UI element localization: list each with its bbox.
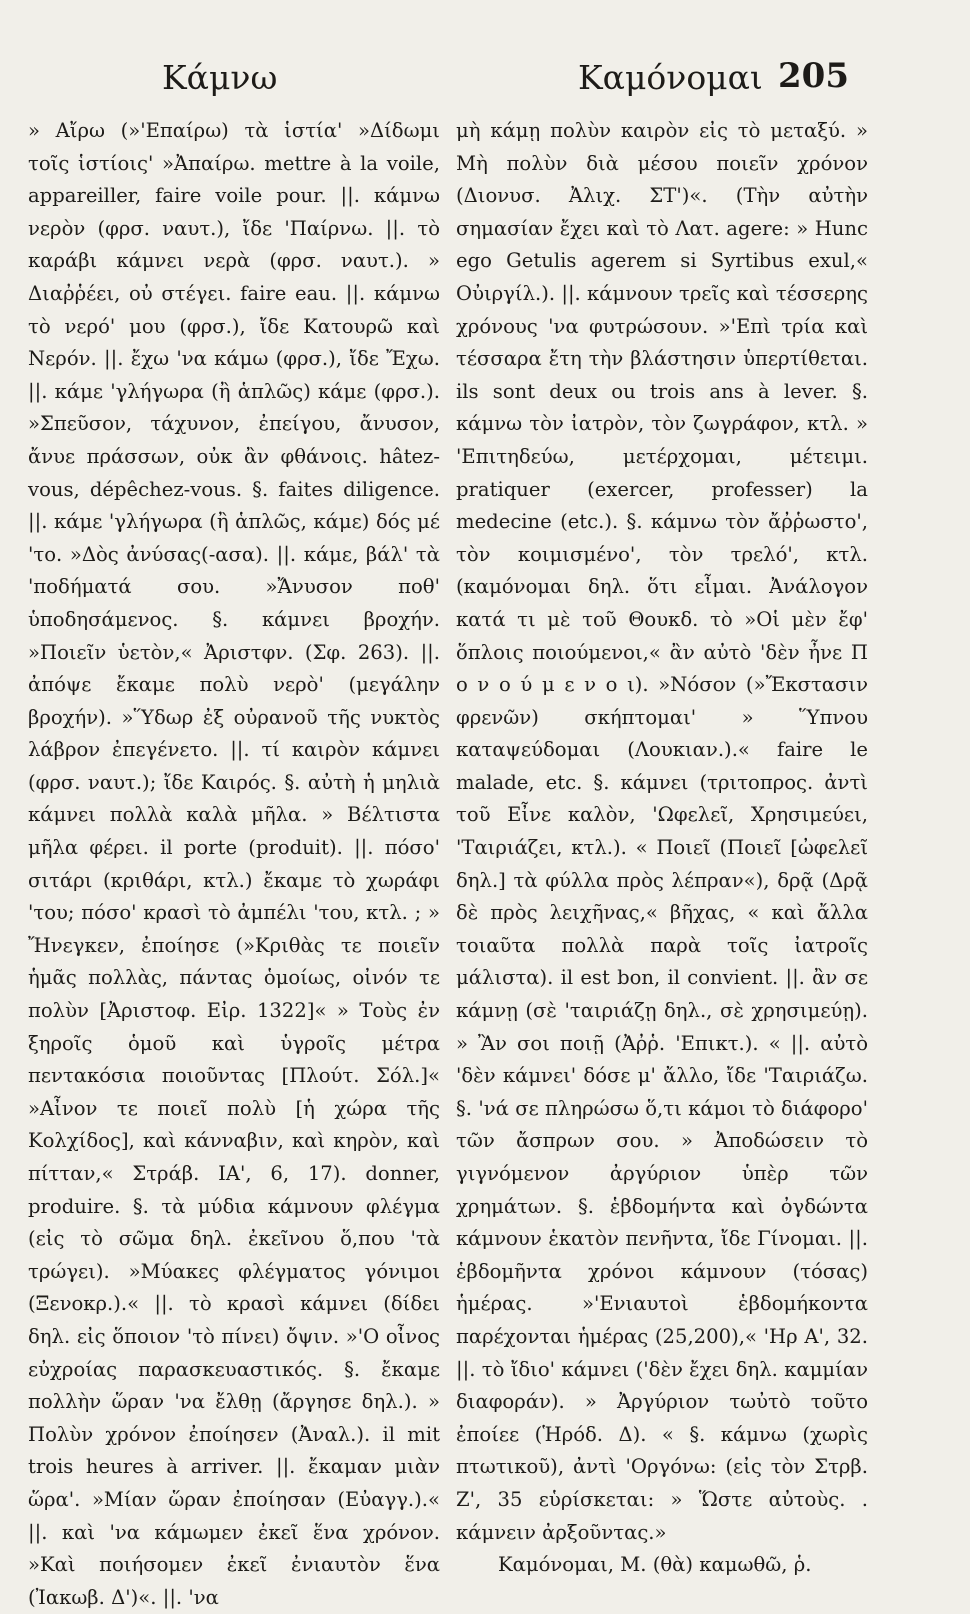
header-right-guide-word: Καμόνομαι xyxy=(578,58,763,97)
left-column xyxy=(28,115,440,1614)
header-left-guide-word: Κάμνω xyxy=(162,58,278,97)
right-column-text: μὴ κάμῃ πολὺν καιρὸν εἰς τὸ μεταξύ. » Μὴ πολὺν διὰ μέσου ποιεῖν χρόνον (Διονυσ. Ἀλιχ. ΣΤ')«. (Τὴν αὐτὴν σημασίαν ἔχει καὶ τὸ Λατ. agere: » Hunc ego Getulis agerem si Syrtibus exul,« Οὐιργίλ.). ||. κάμνουν τρεῖς καὶ τέσσερης χρόνους 'να φυτρώσουν. »'Επὶ τρία καὶ τέσσαρα ἔτη τὴν βλάστησιν ὑπερτίθεται. ils sont deux ou trois ans à lever. §. κάμνω τὸν ἰατρὸν, τὸν ζωγράφον, κτλ. » 'Επιτηδεύω, μετέρχομαι, μέτειμι. pratiquer (exercer, professer) la medecine (etc.). §. κάμνω τὸν ἄῤῥωστο', τὸν κοιμισμένο', τὸν τρελό', κτλ. (καμόνομαι δηλ. ὅτι εἶμαι. Ἀνάλογον κατά τι μὲ τοῦ Θουκδ. τὸ »Οἱ μὲν ἔφ' ὅπλοις ποιούμενοι,« ἂν αὐτὸ 'δὲν ἦνε Π ο ν ο ύ μ ε ν ο ι). »Νόσον (»Ἔκστασιν φρενῶν) σκήπτομαι' » Ὕπνου καταψεύδομαι (Λουκιαν.).« faire le malade, etc. §. κάμνει (τριτοπρος. ἀντὶ τοῦ Εἶνε καλὸν, 'Ωφελεῖ, Χρησιμεύει, 'Ταιριάζει, κτλ.). « Ποιεῖ (Ποιεῖ [ὠφελεῖ δηλ.] τὰ φύλλα πρὸς λέπραν«), δρᾷ (Δρᾷ δὲ πρὸς λειχῆνας,« βῆχας, « καὶ ἄλλα τοιαῦτα πολλὰ παρὰ τοῖς ἰατροῖς μάλιστα). il est bon, il convient. ||. ἂν σε κάμνῃ (σὲ 'ταιριάζῃ δηλ., σὲ χρησιμεύῃ). » Ἂν σοι ποιῇ (Ἀῤῥ. 'Επικτ.). « ||. αὐτὸ 'δὲν κάμνει' δόσε μ' ἄλλο, ἴδε 'Ταιριάζω. §. 'νά σε πληρώσω ὅ,τι κάμοι τὸ διάφορο' τῶν ἄσπρων σου. » Ἀποδώσειν τὸ γιγνόμενον ἀργύριον ὑπὲρ τῶν χρημάτων. §. ἑβδομήντα καὶ ὀγδώντα κάμνουν ἑκατὸν πενῆντα, ἴδε Γίνομαι. ||. ἑβδομῆντα χρόνοι κάμνουν (τόσας) ἡμέρας. »'Ενιαυτοὶ ἑβδομήκοντα παρέχονται ἡμέρας (25,200),« 'Ηρ Α', 32. ||. τὸ ἴδιο' κάμνει ('δὲν ἔχει δηλ. καμμίαν διαφοράν). » Ἀργύριον τωὐτὸ τοῦτο ἐποίεε (Ἡρόδ. Δ). « §. κάμνω (χωρὶς πτωτικοῦ), ἀντὶ 'Οργόνω: (εἰς τὸν Στρβ. Ζ', 35 εὑρίσκεται: » Ὥστε αὐτοὺς. . κάμνειν ἀρξοῦντας.» xyxy=(456,119,868,1544)
page-number: 205 xyxy=(778,56,849,96)
headword-entry: Καμόνομαι, Μ. (θὰ) καμωθῶ, ῥ. xyxy=(498,1553,812,1577)
right-column xyxy=(456,115,868,1582)
left-column-text: » Αἴρω (»'Επαίρω) τὰ ἱστία' »Δίδωμι τοῖς ἱστίοις' »Ἀπαίρω. mettre à la voile, appareiller, faire voile pour. ||. κάμνω νερὸν (φρσ. ναυτ.), ἴδε 'Παίρνω. ||. τὸ καράβι κάμνει νερὰ (φρσ. ναυτ.). » Διαῤῥέει, οὐ στέγει. faire eau. ||. κάμνω τὸ νερό' μου (φρσ.), ἴδε Κατουρῶ καὶ Νερόν. ||. ἔχω 'να κάμω (φρσ.), ἴδε Ἔχω. ||. κάμε 'γλήγωρα (ἢ ἁπλῶς) κάμε (φρσ.). »Σπεῦσον, τάχυνον, ἐπείγου, ἄνυσον, ἄνυε πράσσων, οὐκ ἂν φθάνοις. hâtez-vous, dépêchez-vous. §. faites diligence. ||. κάμε 'γλήγωρα (ἢ ἁπλῶς, κάμε) δός μέ 'το. »Δὸς ἀνύσας(-ασα). ||. κάμε, βάλ' τὰ 'ποδήματά σου. »Ἄνυσον ποθ' ὑποδησάμενος. §. κάμνει βροχήν. »Ποιεῖν ὑετὸν,« Ἀριστφν. (Σφ. 263). ||. ἀπόψε ἔκαμε πολὺ νερὸ' (μεγάλην βροχήν). »Ὕδωρ ἐξ οὐρανοῦ τῆς νυκτὸς λάβρον ἐπεγένετο. ||. τί καιρὸν κάμνει (φρσ. ναυτ.); ἴδε Καιρός. §. αὐτὴ ἡ μηλιὰ κάμνει πολλὰ καλὰ μῆλα. » Βέλτιστα μῆλα φέρει. il porte (produit). ||. πόσο' σιτάρι (κριθάρι, κτλ.) ἔκαμε τὸ χωράφι 'του; πόσο' κρασὶ τὸ ἀμπέλι 'του, κτλ. ; » Ἤνεγκεν, ἐποίησε (»Κριθὰς τε ποιεῖν ἡμᾶς πολλὰς, πάντας ὁμοίως, οἰνόν τε πολὺν [Ἀριστοφ. Εἰρ. 1322]« » Τοὺς ἐν ξηροῖς ὁμοῦ καὶ ὑγροῖς μέτρα πεντακόσια ποιοῦντας [Πλούτ. Σόλ.]« »Αἶνον τε ποιεῖ πολὺ [ἡ χώρα τῆς Κολχίδος], καὶ κάνναβιν, καὶ κηρὸν, καὶ πίτταν,« Στράβ. ΙΑ', 6, 17). donner, produire. §. τὰ μύδια κάμνουν φλέγμα (εἰς τὸ σῶμα δηλ. ἐκεῖνου ὅ,που 'τὰ τρώγει). »Μύακες φλέγματος γόνιμοι (Ξενοκρ.).« ||. τὸ κρασὶ κάμνει (δίδει δηλ. εἰς ὅποιον 'τὸ πίνει) ὄψιν. »'Ο οἶνος εὐχροίας παρασκευαστικός. §. ἔκαμε πολλὴν ὥραν 'να ἔλθῃ (ἄργησε δηλ.). » Πολὺν χρόνον ἐποίησεν (Ἀναλ.). il mit trois heures à arriver. ||. ἔκαμαν μιὰν ὥρα'. »Μίαν ὥραν ἐποίησαν (Εὐαγγ.).« ||. καὶ 'να κάμωμεν ἐκεῖ ἕνα χρόνον. »Καὶ ποιήσομεν ἐκεῖ ἐνιαυτὸν ἕνα (Ἰακωβ. Δ')«. ||. 'να xyxy=(28,119,440,1609)
page-header xyxy=(0,52,970,102)
